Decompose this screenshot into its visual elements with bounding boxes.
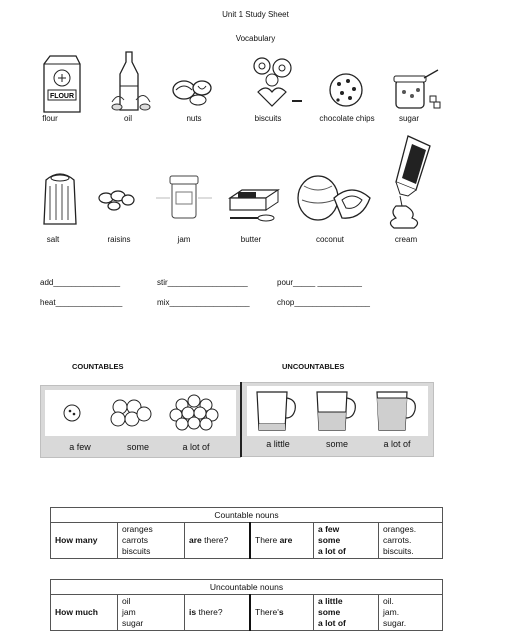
countable-question: How many <box>51 523 118 559</box>
uncountable-answer <box>250 595 314 631</box>
vocab-label-chocolate-chips: chocolate chips <box>319 114 375 123</box>
countables-label-a-lot-of: a lot of <box>182 442 210 452</box>
vocab-label-nuts: nuts <box>186 114 202 123</box>
uncountable-verb-there: there? <box>196 607 223 617</box>
vocab-label-cream: cream <box>394 235 418 244</box>
countable-nouns: oranges carrots biscuits <box>118 523 185 559</box>
uncountable-answer-prefix: There' <box>255 607 279 617</box>
flour-bag-icon <box>44 56 80 112</box>
countables-label-some: some <box>126 442 149 452</box>
vocab-label-raisins: raisins <box>107 235 131 244</box>
vocab-label-flour: flour <box>42 114 58 123</box>
chocolate-chip-cookie-icon <box>330 74 362 106</box>
vocab-label-jam: jam <box>177 235 191 244</box>
a-lot-of-oranges-icon <box>170 395 218 430</box>
countable-quantifiers: a few some a lot of <box>314 523 379 559</box>
uncountable-verb-cell <box>185 595 251 631</box>
countables-label-a-few: a few <box>69 442 91 452</box>
verb-add: add_______________ <box>40 278 121 287</box>
vocab-label-salt: salt <box>46 235 60 244</box>
biscuits-icon <box>254 58 302 106</box>
uncountables-label-a-lot-of: a lot of <box>383 439 411 449</box>
page-title: Unit 1 Study Sheet <box>222 10 289 19</box>
a-little-water-cup-icon <box>257 392 295 430</box>
a-few-oranges-icon <box>64 405 80 421</box>
raisins-icon <box>99 191 134 210</box>
butter-dish-icon <box>230 190 278 221</box>
countable-answer-verb: are <box>279 535 293 545</box>
sugar-jar-icon <box>394 70 440 108</box>
countable-nouns-out: oranges. carrots. biscuits. <box>379 523 443 559</box>
salt-shaker-icon <box>44 174 76 224</box>
uncountables-label-a-little: a little <box>266 439 290 449</box>
verb-mix: mix__________________ <box>157 298 250 307</box>
vocab-label-oil: oil <box>123 114 132 123</box>
svg-text:FLOUR: FLOUR <box>49 93 75 100</box>
uncountable-question: How much <box>51 595 118 631</box>
countables-title: COUNTABLES <box>72 362 124 371</box>
countable-answer <box>250 523 314 559</box>
coconut-icon <box>298 176 370 220</box>
verb-chop: chop_________________ <box>277 298 370 307</box>
vocab-label-coconut: coconut <box>315 235 345 244</box>
countable-table-header: Countable nouns <box>51 508 443 523</box>
vocab-row2-illustrations <box>0 132 511 232</box>
oil-bottle-icon <box>112 52 150 110</box>
a-lot-of-water-cup-icon <box>377 392 415 430</box>
uncountable-quantifiers: a little some a lot of <box>314 595 379 631</box>
uncountable-nouns-out: oil. jam. sugar. <box>379 595 443 631</box>
countable-verb-are: are <box>189 535 202 545</box>
cream-bottle-icon <box>390 136 430 228</box>
vocab-label-biscuits: biscuits <box>254 114 282 123</box>
countable-verb-cell <box>185 523 251 559</box>
countable-nouns-table <box>50 507 443 559</box>
vocabulary-heading: Vocabulary <box>235 34 276 43</box>
uncountable-verb-is: is <box>189 607 197 617</box>
verb-stir: stir__________________ <box>157 278 248 287</box>
uncountable-nouns: oil jam sugar <box>118 595 185 631</box>
uncountables-label-some: some <box>325 439 348 449</box>
nuts-icon <box>173 81 211 105</box>
uncountable-answer-verb: s <box>278 607 284 617</box>
uncountables-title: UNCOUNTABLES <box>282 362 345 371</box>
vocab-label-butter: butter <box>240 235 262 244</box>
some-oranges-icon <box>111 400 151 426</box>
countable-answer-prefix: There <box>255 535 280 545</box>
vocab-label-sugar: sugar <box>398 114 419 123</box>
verb-pour: pour_____ __________ <box>277 278 362 287</box>
verb-heat: heat_______________ <box>40 298 123 307</box>
uncountable-table-header: Uncountable nouns <box>51 580 443 595</box>
jam-jar-icon <box>156 176 212 218</box>
countable-verb-there: there? <box>201 535 229 545</box>
uncountable-nouns-table <box>50 579 443 631</box>
vocab-row1-illustrations <box>0 48 511 114</box>
some-water-cup-icon <box>317 392 355 430</box>
